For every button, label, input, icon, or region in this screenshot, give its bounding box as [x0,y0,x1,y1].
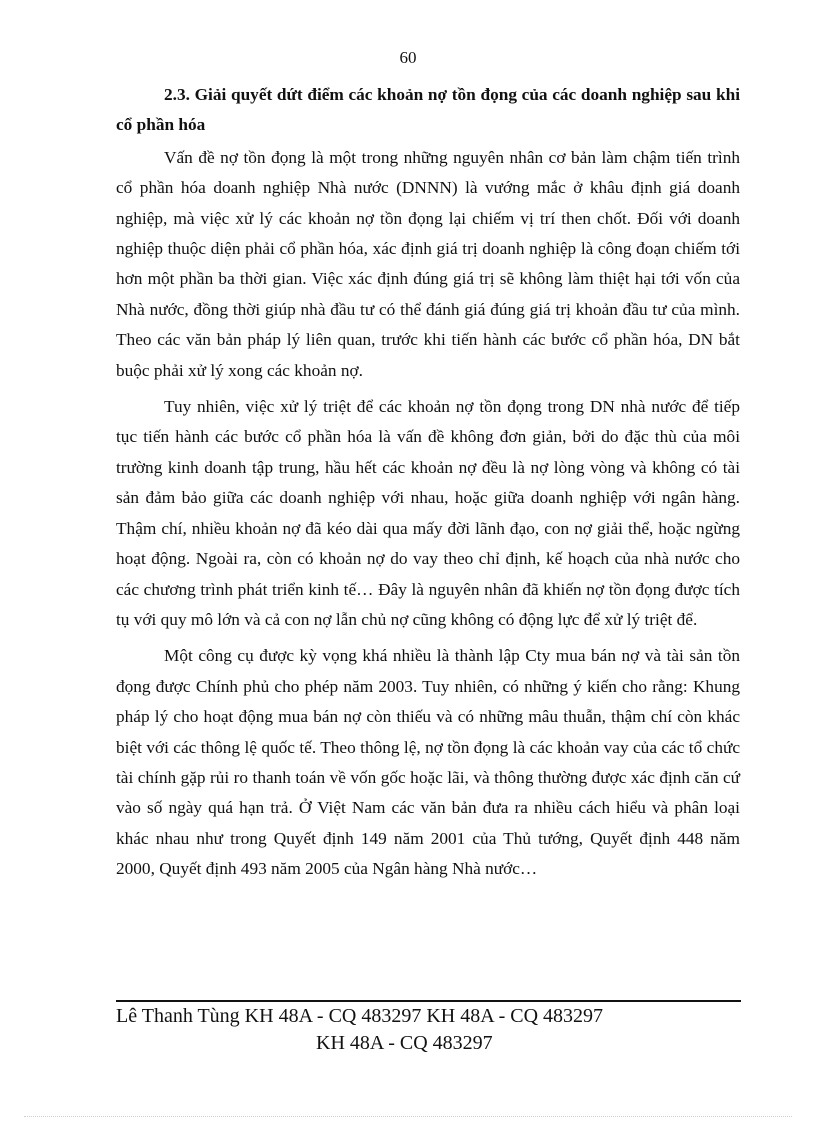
footer-divider [116,1000,741,1002]
footer-author-line: Lê Thanh Tùng KH 48A - CQ 483297 KH 48A - CQ 483297 [116,1005,604,1027]
paragraph: Vấn đề nợ tồn đọng là một trong những nguyên nhân cơ bản làm chậm tiến trình cổ phần hóa doanh nghiệp Nhà nước (DNNN) là vướng mắc ở khâu định giá doanh nghiệp, mà việc xử lý các khoản nợ tồn đọng lại chiếm vị trí then chốt. Đối với doanh nghiệp thuộc diện phải cổ phần hóa, xác định giá trị doanh nghiệp là công đoạn chiếm tới hơn một phần ba thời gian. Việc xác định đúng giá trị sẽ không làm thiệt hại tới vốn của Nhà nước, đồng thời giúp nhà đầu tư có thể đánh giá đúng giá trị khoản đầu tư của mình. Theo các văn bản pháp lý liên quan, trước khi tiến hành các bước cổ phần hóa, DN bắt buộc phải xử lý xong các khoản nợ. [116,147,740,380]
paragraph: Tuy nhiên, việc xử lý triệt để các khoản nợ tồn đọng trong DN nhà nước để tiếp tục tiến hành các bước cổ phần hóa là vấn đề không đơn giản, bởi do đặc thù của môi trường kinh doanh tập trung, hầu hết các khoản nợ đều là nợ lòng vòng và không có tài sản đảm bảo giữa các doanh nghiệp với nhau, hoặc giữa doanh nghiệp với ngân hàng. Thậm chí, nhiều khoản nợ đã kéo dài qua mấy đời lãnh đạo, con nợ giải thể, hoặc ngừng hoạt động. Ngoài ra, còn có khoản nợ do vay theo chỉ định, kế hoạch của nhà nước cho các chương trình phát triển kinh tế… Đây là nguyên nhân đã khiến nợ tồn đọng được tích tụ với quy mô lớn và cả con nợ lẫn chủ nợ cũng không có động lực để xử lý triệt để. [116,397,740,629]
section-heading: 2.3. Giải quyết dứt điểm các khoản nợ tồn đọng của các doanh nghiệp sau khi cổ phần hóa [116,85,740,135]
page-edge-dots [24,1116,792,1117]
document-body [116,80,740,891]
paragraph: Một công cụ được kỳ vọng khá nhiều là thành lập Cty mua bán nợ và tài sản tồn đọng được Chính phủ cho phép năm 2003. Tuy nhiên, có những ý kiến cho rằng: Khung pháp lý cho hoạt động mua bán nợ còn thiếu và có những mâu thuẫn, thậm chí còn khác biệt với các thông lệ quốc tế. Theo thông lệ, nợ tồn đọng là các khoản vay của các tổ chức tài chính gặp rủi ro thanh toán về vốn gốc hoặc lãi, và thông thường được xác định căn cứ vào số ngày quá hạn trả. Ở Việt Nam các văn bản đưa ra nhiều cách hiểu và phân loại khác nhau như trong Quyết định 149 năm 2001 của Thủ tướng, Quyết định 448 năm 2000, Quyết định 493 năm 2005 của Ngân hàng Nhà nước… [116,646,740,879]
footer-class-line: KH 48A - CQ 483297 [316,1032,493,1054]
page-number: 60 [399,48,417,67]
page-footer [116,1003,741,1057]
